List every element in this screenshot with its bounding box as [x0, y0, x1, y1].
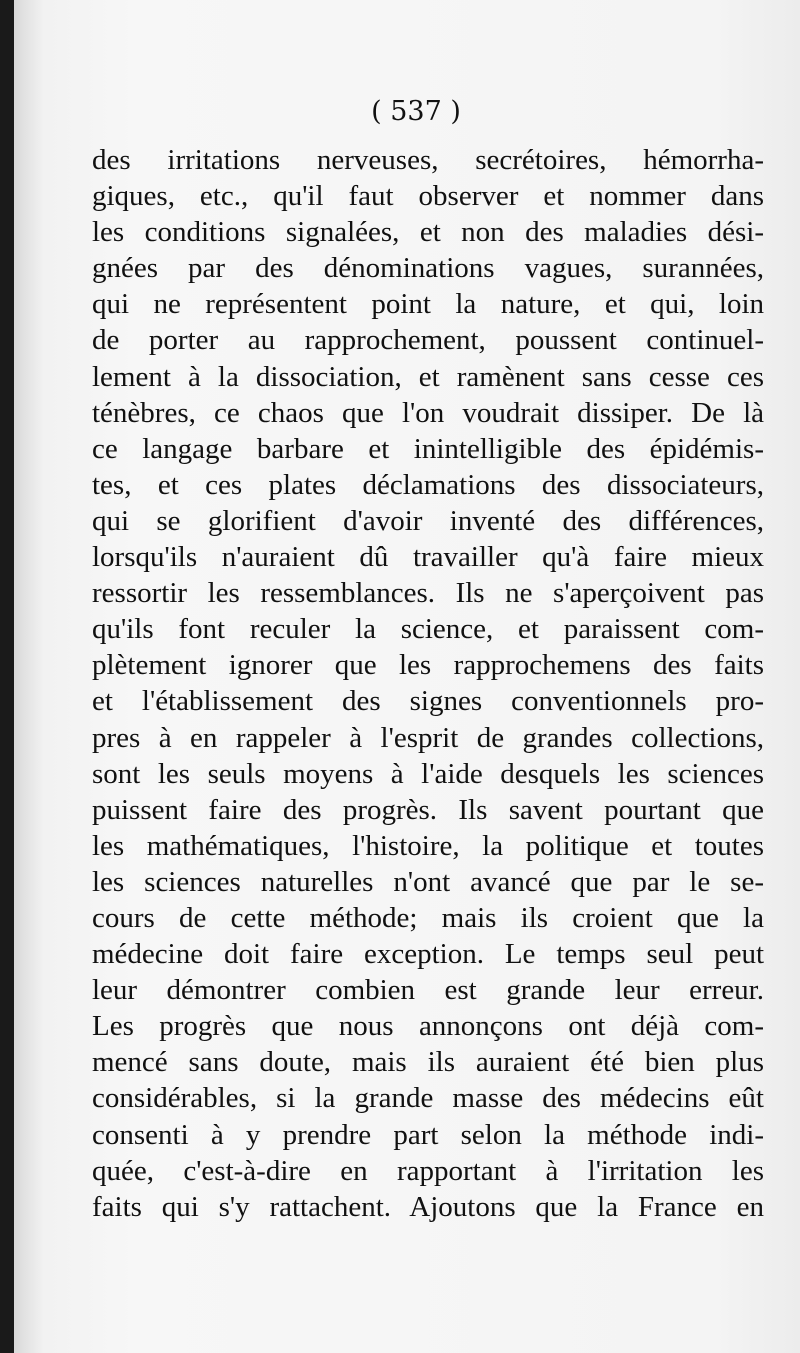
- book-page: [14, 0, 800, 1353]
- text-line: et l'établissement des signes conventionnels pro-: [92, 685, 764, 718]
- text-line: ressortir les ressemblances. Ils ne s'aperçoivent pas: [92, 577, 764, 610]
- body-text: [92, 142, 764, 1225]
- text-line: ténèbres, ce chaos que l'on voudrait dissiper. De là: [92, 396, 764, 429]
- text-line: lement à la dissociation, et ramènent sans cesse ces: [92, 360, 764, 393]
- text-line: les conditions signalées, et non des maladies dési-: [92, 216, 764, 249]
- text-line: mencé sans doute, mais ils auraient été bien plus: [92, 1046, 764, 1079]
- text-line: de porter au rapprochement, poussent continuel-: [92, 324, 764, 357]
- text-line: consenti à y prendre part selon la méthode indi-: [92, 1118, 764, 1151]
- page-number: ( 537 ): [371, 96, 461, 127]
- text-line: leur démontrer combien est grande leur erreur.: [92, 974, 764, 1007]
- text-line: sont les seuls moyens à l'aide desquels les sciences: [92, 757, 764, 790]
- text-line: faits qui s'y rattachent. Ajoutons que la France en: [92, 1190, 764, 1223]
- text-line: puissent faire des progrès. Ils savent pourtant que: [92, 793, 764, 826]
- text-line: considérables, si la grande masse des médecins eût: [92, 1082, 764, 1115]
- text-line: pres à en rappeler à l'esprit de grandes collections,: [92, 721, 764, 754]
- text-line: quée, c'est-à-dire en rapportant à l'irritation les: [92, 1154, 764, 1187]
- text-line: tes, et ces plates déclamations des dissociateurs,: [92, 468, 764, 501]
- text-line: médecine doit faire exception. Le temps seul peut: [92, 938, 764, 971]
- text-line: plètement ignorer que les rapprochemens des faits: [92, 649, 764, 682]
- text-line: giques, etc., qu'il faut observer et nommer dans: [92, 180, 764, 213]
- text-line: Les progrès que nous annonçons ont déjà com-: [92, 1010, 764, 1043]
- text-line: gnées par des dénominations vagues, surannées,: [92, 252, 764, 285]
- text-line: les sciences naturelles n'ont avancé que par le se-: [92, 865, 764, 898]
- text-line: les mathématiques, l'histoire, la politique et toutes: [92, 829, 764, 862]
- text-line: cours de cette méthode; mais ils croient que la: [92, 901, 764, 934]
- text-line: lorsqu'ils n'auraient dû travailler qu'à faire mieux: [92, 541, 764, 574]
- text-line: ce langage barbare et inintelligible des épidémis-: [92, 432, 764, 465]
- text-line: des irritations nerveuses, secrétoires, hémorrha-: [92, 144, 764, 176]
- text-line: qui ne représentent point la nature, et qui, loin: [92, 288, 764, 321]
- text-line: qui se glorifient d'avoir inventé des différences,: [92, 504, 764, 537]
- text-line: qu'ils font reculer la science, et paraissent com-: [92, 613, 764, 646]
